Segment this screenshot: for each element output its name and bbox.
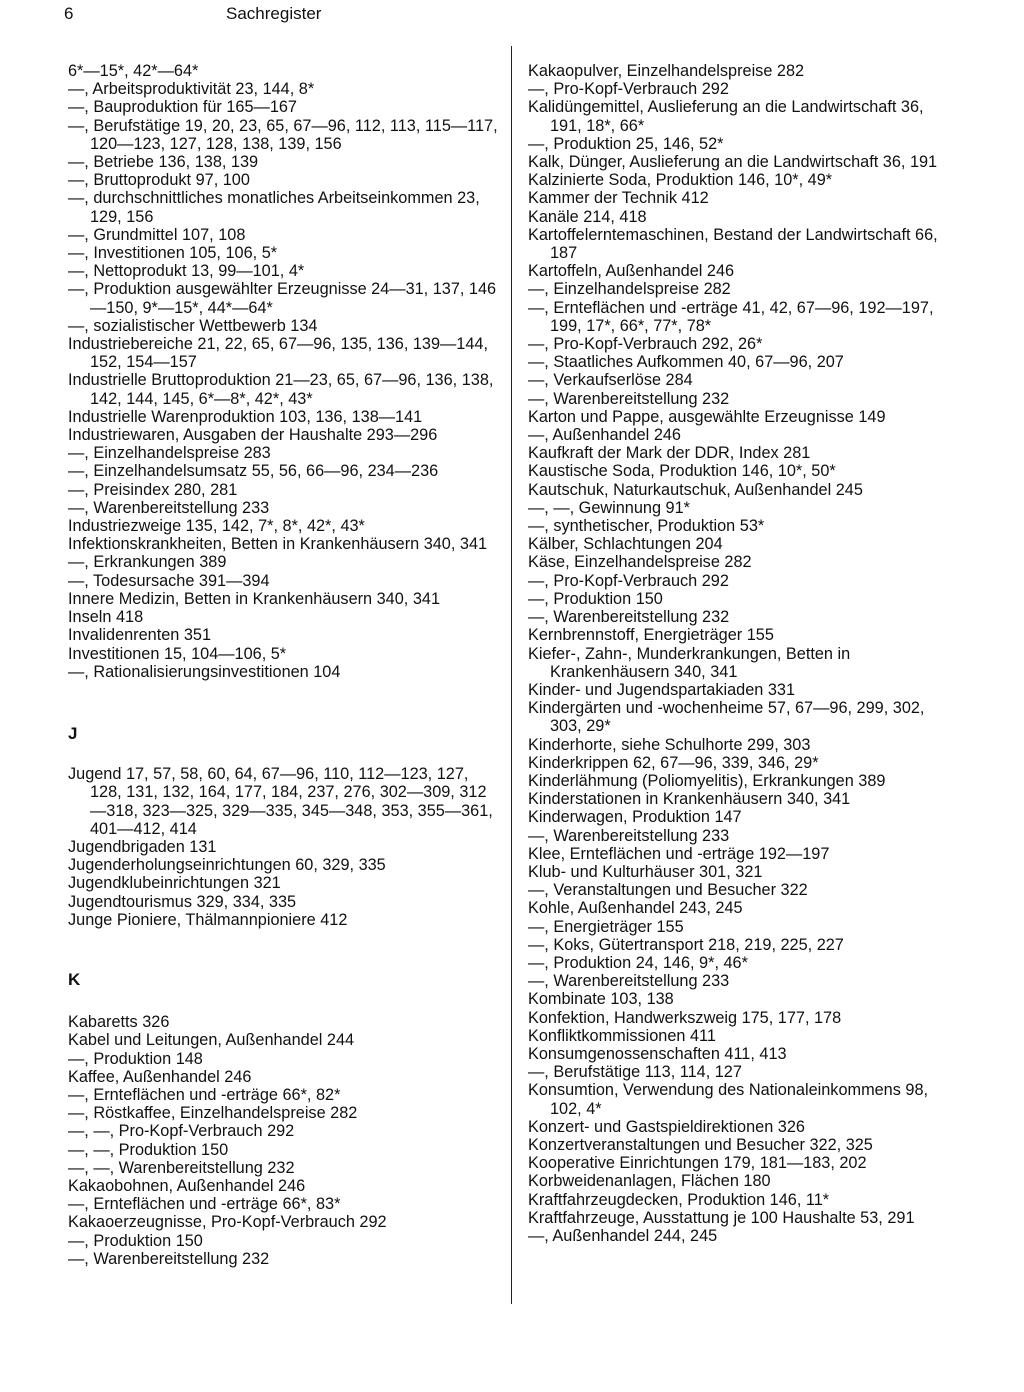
index-entry: —, —, Warenbereitstellung 232 xyxy=(68,1158,295,1177)
index-entry: —, Veranstaltungen und Besucher 322 xyxy=(528,881,808,900)
index-entry: —, Pro-Kopf-Verbrauch 292, 26* xyxy=(528,335,763,354)
index-entry: Kakaobohnen, Außenhandel 246 xyxy=(68,1176,306,1195)
index-entry: —, Warenbereitstellung 233 xyxy=(528,826,730,845)
index-entry: Kiefer-, Zahn-, Munderkrankungen, Betten in Krankenhäusern 340, 341 xyxy=(528,644,851,681)
index-entry: Konfektion, Handwerkszweig 175, 177, 178 xyxy=(528,1008,842,1027)
index-entry: Kalidüngemittel, Auslieferung an die Landwirtschaft 36, 191, 18*, 66* xyxy=(528,98,924,135)
index-entry: —, Außenhandel 246 xyxy=(528,426,681,445)
index-entry: —, Todesursache 391—394 xyxy=(68,571,270,590)
index-entry: —, Pro-Kopf-Verbrauch 292 xyxy=(528,80,729,99)
index-entry: Käse, Einzelhandelspreise 282 xyxy=(528,553,752,572)
running-head: Sachregister xyxy=(226,4,322,23)
index-entry: Kautschuk, Naturkautschuk, Außenhandel 245 xyxy=(528,480,863,499)
index-entry: Kraftfahrzeugdecken, Produktion 146, 11* xyxy=(528,1190,830,1209)
index-entry: —, —, Produktion 150 xyxy=(68,1140,229,1159)
index-entry: Klee, Ernteflächen und -erträge 192—197 xyxy=(528,844,830,863)
index-entry: Kälber, Schlachtungen 204 xyxy=(528,535,723,554)
index-entry: —, Produktion 24, 146, 9*, 46* xyxy=(528,953,748,972)
index-entry: Invalidenrenten 351 xyxy=(68,626,212,645)
index-entry: —, Warenbereitstellung 232 xyxy=(528,608,730,627)
index-entry: —, Berufstätige 113, 114, 127 xyxy=(528,1063,742,1082)
index-entry: —, Außenhandel 244, 245 xyxy=(528,1227,718,1245)
index-entry: Kindergärten und -wochenheime 57, 67—96, 299, 302, 303, 29* xyxy=(528,699,925,736)
index-entry: —, Staatliches Aufkommen 40, 67—96, 207 xyxy=(528,353,844,372)
index-entry: Innere Medizin, Betten in Krankenhäusern 340, 341 xyxy=(68,589,441,608)
index-entry: Inseln 418 xyxy=(68,608,144,627)
right-column xyxy=(528,62,958,1245)
index-entry: Kohle, Außenhandel 243, 245 xyxy=(528,899,743,918)
index-entry: Kinderhorte, siehe Schulhorte 299, 303 xyxy=(528,735,811,754)
index-entry: —, Grundmittel 107, 108 xyxy=(68,225,246,244)
index-entry: —, Verkaufserlöse 284 xyxy=(528,371,693,390)
index-entry: Kabaretts 326 xyxy=(68,1013,170,1032)
index-entry: —, —, Gewinnung 91* xyxy=(528,498,690,517)
index-entry: —, Bauproduktion für 165—167 xyxy=(68,98,297,117)
column-divider xyxy=(511,46,512,1304)
index-entry: Kalzinierte Soda, Produktion 146, 10*, 49* xyxy=(528,171,833,190)
index-entry: —, Warenbereitstellung 233 xyxy=(528,972,730,991)
index-entry: —, Einzelhandelspreise 283 xyxy=(68,444,271,463)
index-entry: Industrielle Warenproduktion 103, 136, 138—141 xyxy=(68,407,423,426)
index-entry: Kraftfahrzeuge, Ausstattung je 100 Haushalte 53, 291 xyxy=(528,1208,915,1227)
index-entry: —, Energieträger 155 xyxy=(528,917,684,936)
index-entry: Investitionen 15, 104—106, 5* xyxy=(68,644,287,663)
index-entry: Kinderlähmung (Poliomyelitis), Erkrankungen 389 xyxy=(528,771,886,790)
index-entry: Kalk, Dünger, Auslieferung an die Landwirtschaft 36, 191 xyxy=(528,153,938,172)
index-entry: Kombinate 103, 138 xyxy=(528,990,674,1009)
index-entry: Jugenderholungseinrichtungen 60, 329, 335 xyxy=(68,856,386,875)
index-entry: Kooperative Einrichtungen 179, 181—183, 202 xyxy=(528,1154,867,1173)
index-entry: —, Bruttoprodukt 97, 100 xyxy=(68,171,250,190)
index-entry: Kammer der Technik 412 xyxy=(528,189,709,208)
index-entry: Kakaopulver, Einzelhandelspreise 282 xyxy=(528,62,805,80)
index-entry: Kaustische Soda, Produktion 146, 10*, 50* xyxy=(528,462,836,481)
entries-k-continued xyxy=(528,62,958,1245)
index-entry: —, Betriebe 136, 138, 139 xyxy=(68,153,259,172)
index-entry: Kinderwagen, Produktion 147 xyxy=(528,808,742,827)
index-entry: Kanäle 214, 418 xyxy=(528,207,647,226)
index-entry: Kabel und Leitungen, Außenhandel 244 xyxy=(68,1031,355,1050)
index-entry: Kartoffeln, Außenhandel 246 xyxy=(528,262,735,281)
index-entry: —, Koks, Gütertransport 218, 219, 225, 227 xyxy=(528,935,844,954)
index-entry: Kernbrennstoff, Energieträger 155 xyxy=(528,626,774,645)
index-entry: —, Arbeitsproduktivität 23, 144, 8* xyxy=(68,80,315,99)
index-entry: —, Rationalisierungsinvestitionen 104 xyxy=(68,662,341,681)
index-entry: Konzert- und Gastspieldirektionen 326 xyxy=(528,1117,805,1136)
index-entry: —, synthetischer, Produktion 53* xyxy=(528,517,765,536)
index-entry: —, Warenbereitstellung 232 xyxy=(68,1249,270,1268)
index-entry: —, Nettoprodukt 13, 99—101, 4* xyxy=(68,262,305,281)
index-entry: Industrielle Bruttoproduktion 21—23, 65, 67—96, 136, 138, 142, 144, 145, 6*—8*, 42*, 43* xyxy=(68,371,494,408)
index-entry: —, Einzelhandelspreise 282 xyxy=(528,280,731,299)
section-letter-j: J xyxy=(68,723,78,743)
entries-k xyxy=(68,1013,498,1268)
index-entry: Kinderkrippen 62, 67—96, 339, 346, 29* xyxy=(528,753,819,772)
index-entry: —, Einzelhandelsumsatz 55, 56, 66—96, 234—236 xyxy=(68,462,439,481)
index-entry: 6*—15*, 42*—64* xyxy=(68,62,199,80)
index-entry: —, Ernteflächen und -erträge 41, 42, 67—96, 192—197, 199, 17*, 66*, 77*, 78* xyxy=(528,298,934,335)
index-entry: —, sozialistischer Wettbewerb 134 xyxy=(68,316,318,335)
index-entry: —, Berufstätige 19, 20, 23, 65, 67—96, 112, 113, 115—117, 120—123, 127, 128, 138, 139, 156 xyxy=(68,116,498,153)
entries-j xyxy=(68,765,498,929)
index-entry: Konfliktkommissionen 411 xyxy=(528,1026,716,1045)
index-entry: Industriezweige 135, 142, 7*, 8*, 42*, 43* xyxy=(68,517,365,536)
index-entry: Junge Pioniere, Thälmannpioniere 412 xyxy=(68,910,348,929)
entries-i xyxy=(68,62,498,681)
index-entry: —, Röstkaffee, Einzelhandelspreise 282 xyxy=(68,1104,358,1123)
index-entry: Kakaoerzeugnisse, Pro-Kopf-Verbrauch 292 xyxy=(68,1213,387,1232)
index-entry: —, Ernteflächen und -erträge 66*, 82* xyxy=(68,1085,341,1104)
index-entry: —, Preisindex 280, 281 xyxy=(68,480,238,499)
index-entry: Infektionskrankheiten, Betten in Krankenhäusern 340, 341 xyxy=(68,535,488,554)
index-entry: —, —, Pro-Kopf-Verbrauch 292 xyxy=(68,1122,295,1141)
index-entry: Konsumgenossenschaften 411, 413 xyxy=(528,1044,787,1063)
index-entry: Kinder- und Jugendspartakiaden 331 xyxy=(528,680,796,699)
index-entry: Jugend 17, 57, 58, 60, 64, 67—96, 110, 112—123, 127, 128, 131, 132, 164, 177, 184, 237, 276, 302—309, 312—318, 323—325, 329—335, 345—348, 353, 355—361, 401—412, 414 xyxy=(68,765,493,838)
index-entry: Konsumtion, Verwendung des Nationaleinkommens 98, 102, 4* xyxy=(528,1081,929,1118)
index-entry: —, Investitionen 105, 106, 5* xyxy=(68,244,278,263)
index-entry: Kinderstationen in Krankenhäusern 340, 341 xyxy=(528,790,851,809)
index-entry: —, Ernteflächen und -erträge 66*, 83* xyxy=(68,1195,341,1214)
index-entry: Kaufkraft der Mark der DDR, Index 281 xyxy=(528,444,811,463)
index-entry: Industriewaren, Ausgaben der Haushalte 293—296 xyxy=(68,426,438,445)
index-entry: —, Produktion 150 xyxy=(528,589,663,608)
page-number: 6 xyxy=(64,4,74,23)
index-entry: Jugendbrigaden 131 xyxy=(68,837,217,856)
index-entry: Industriebereiche 21, 22, 65, 67—96, 135, 136, 139—144, 152, 154—157 xyxy=(68,335,488,372)
index-entry: —, Produktion 148 xyxy=(68,1049,203,1068)
left-column xyxy=(68,62,498,1268)
section-letter-k: K xyxy=(68,969,81,989)
index-entry: Karton und Pappe, ausgewählte Erzeugnisse 149 xyxy=(528,407,886,426)
index-entry: —, Produktion 25, 146, 52* xyxy=(528,134,724,153)
index-entry: —, Erkrankungen 389 xyxy=(68,553,227,572)
index-entry: —, durchschnittliches monatliches Arbeitseinkommen 23, 129, 156 xyxy=(68,189,480,226)
index-entry: Jugendtourismus 329, 334, 335 xyxy=(68,892,297,911)
index-entry: Konzertveranstaltungen und Besucher 322, 325 xyxy=(528,1135,873,1154)
index-entry: —, Produktion 150 xyxy=(68,1231,203,1250)
index-entry: Kaffee, Außenhandel 246 xyxy=(68,1067,252,1086)
index-entry: Klub- und Kulturhäuser 301, 321 xyxy=(528,862,763,881)
index-entry: Kartoffelerntemaschinen, Bestand der Landwirtschaft 66, 187 xyxy=(528,225,938,263)
index-entry: Jugendklubeinrichtungen 321 xyxy=(68,874,281,893)
index-entry: —, Warenbereitstellung 232 xyxy=(528,389,730,408)
index-entry: —, Warenbereitstellung 233 xyxy=(68,498,270,517)
index-entry: Korbweidenanlagen, Flächen 180 xyxy=(528,1172,771,1191)
index-entry: —, Produktion ausgewählter Erzeugnisse 24—31, 137, 146—150, 9*—15*, 44*—64* xyxy=(68,280,497,317)
index-entry: —, Pro-Kopf-Verbrauch 292 xyxy=(528,571,729,590)
